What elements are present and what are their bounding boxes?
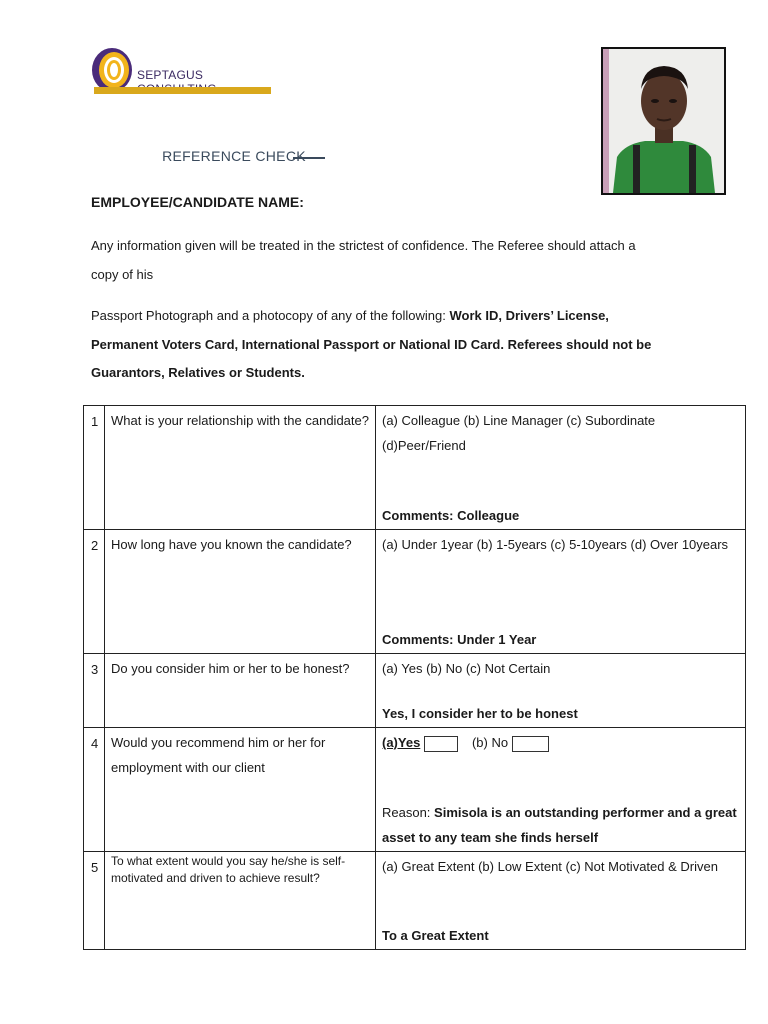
- question-cell: Would you recommend him or her for employment with our client: [105, 728, 376, 852]
- intro-line-1: Any information given will be treated in the strictest of confidence. The Referee should attach a: [91, 238, 636, 253]
- answer-cell: [376, 406, 746, 530]
- intro-line-2: copy of his: [91, 266, 154, 282]
- row-number: 3: [84, 654, 105, 728]
- intro-paragraph-2: [91, 302, 691, 388]
- no-checkbox[interactable]: [512, 736, 549, 752]
- answer-comment: To a Great Extent: [382, 927, 489, 943]
- passport-photo: [601, 47, 726, 195]
- row-number: 4: [84, 728, 105, 852]
- person-photo-icon: [603, 49, 724, 193]
- company-logo: [90, 46, 272, 98]
- reason-text: Simisola is an outstanding performer and a great asset to any team she finds herself: [382, 805, 737, 845]
- logo-underline: [94, 87, 271, 94]
- yes-option-label: (a)Yes: [382, 735, 421, 750]
- yes-checkbox[interactable]: [424, 736, 458, 752]
- reason-block: [382, 801, 745, 850]
- intro-p2-plain: Passport Photograph and a photocopy of any of the following:: [91, 308, 450, 323]
- answer-options: (a) Under 1year (b) 1-5years (c) 5-10years (d) Over 10years: [382, 537, 729, 552]
- table-row: [84, 654, 746, 728]
- candidate-name-label: EMPLOYEE/CANDIDATE NAME:: [91, 194, 304, 210]
- no-option-label: (b) No: [471, 735, 509, 750]
- intro-p2-bold-2: Permanent Voters Card, International Passport or National ID Card. Referees should not be: [91, 336, 652, 352]
- answer-options: (a) Yes (b) No (c) Not Certain: [382, 661, 551, 676]
- row-number: 2: [84, 530, 105, 654]
- answer-options: (a) Colleague (b) Line Manager (c) Subordinate (d)Peer/Friend: [382, 413, 656, 453]
- logo-text: SEPTAGUS: [137, 68, 204, 82]
- reference-questions-table: [83, 405, 746, 950]
- answer-options: (a) Great Extent (b) Low Extent (c) Not Motivated & Driven: [382, 859, 718, 874]
- row-number: 1: [84, 406, 105, 530]
- table-row: [84, 728, 746, 852]
- answer-comment: Comments: Colleague: [382, 507, 520, 523]
- answer-comment: Comments: Under 1 Year: [382, 631, 537, 647]
- reason-label: Reason:: [382, 805, 435, 820]
- page-title: REFERENCE CHECK: [162, 148, 306, 164]
- row-number: 5: [84, 852, 105, 950]
- table-row: [84, 406, 746, 530]
- answer-cell: [376, 852, 746, 950]
- answer-comment: Yes, I consider her to be honest: [382, 705, 578, 721]
- answer-cell: [376, 530, 746, 654]
- table-row: [84, 530, 746, 654]
- table-row: [84, 852, 746, 950]
- intro-p2-bold-1: Work ID, Drivers’ License,: [449, 308, 609, 323]
- question-cell: What is your relationship with the candidate?: [105, 406, 376, 530]
- question-cell: Do you consider him or her to be honest?: [105, 654, 376, 728]
- intro-paragraph-1: [91, 232, 691, 289]
- intro-p2-bold-3: Guarantors, Relatives or Students.: [91, 365, 305, 380]
- answer-cell: [376, 728, 746, 852]
- answer-cell: [376, 654, 746, 728]
- question-cell: To what extent would you say he/she is self-motivated and driven to achieve result?: [105, 852, 376, 950]
- question-cell: How long have you known the candidate?: [105, 530, 376, 654]
